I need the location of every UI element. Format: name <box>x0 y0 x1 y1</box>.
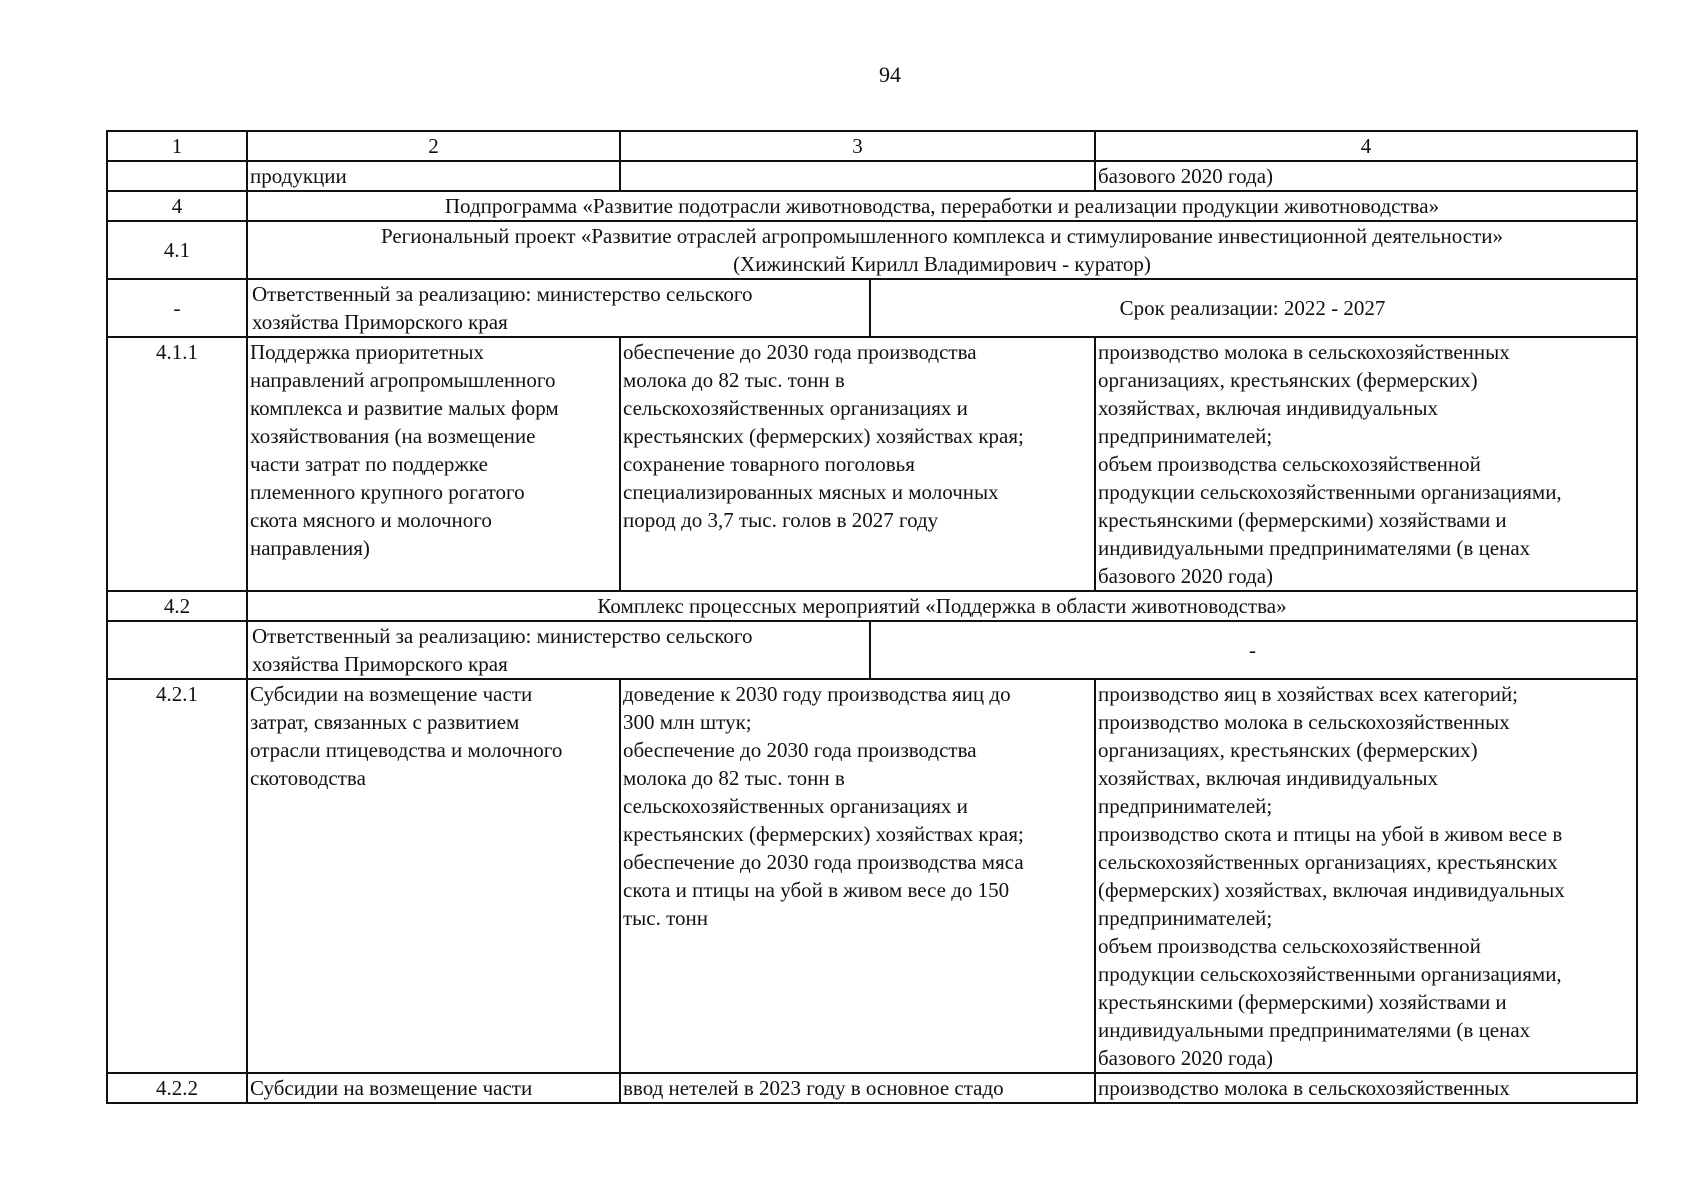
text-line: производство молока в сельскохозяйственных <box>1098 710 1510 734</box>
cell-num <box>107 621 247 679</box>
project-title <box>247 221 1637 279</box>
header-col-3: 3 <box>620 131 1095 161</box>
text-line: 300 млн штук; <box>623 710 752 734</box>
subprogram-title: Подпрограмма «Развитие подотрасли животноводства, переработки и реализации продукции животноводства» <box>247 191 1637 221</box>
table-row-complex-4-2 <box>107 591 1637 621</box>
cell-col3 <box>620 161 1095 191</box>
cell-num: 4.1 <box>107 221 247 279</box>
table-row-subprogram-4 <box>107 191 1637 221</box>
text-line: направлений агропромышленного <box>250 368 556 392</box>
text-line: племенного крупного рогатого <box>250 480 525 504</box>
text-line: скота и птицы на убой в живом весе до 150 <box>623 878 1010 902</box>
text-line: хозяйствах, включая индивидуальных <box>1098 766 1438 790</box>
cell-col3 <box>620 679 1095 1073</box>
text-line: индивидуальными предпринимателями (в ценах <box>1098 536 1531 560</box>
text-line: сельскохозяйственных организациях, крестьянских <box>1098 850 1558 874</box>
text-line: организациях, крестьянских (фермерских) <box>1098 368 1478 392</box>
text-line: продукции сельскохозяйственными организациями, <box>1098 480 1562 504</box>
cell-col2: Субсидии на возмещение части <box>247 1073 620 1103</box>
text-line: молока до 82 тыс. тонн в <box>623 766 845 790</box>
text-line: крестьянских (фермерских) хозяйствах края; <box>623 424 1024 448</box>
text-line: части затрат по поддержке <box>250 452 488 476</box>
text-line: обеспечение до 2030 года производства мяса <box>623 850 1024 874</box>
table-row-continuation <box>107 161 1637 191</box>
responsible-cell <box>247 279 1637 337</box>
cell-col3 <box>620 337 1095 591</box>
text-line: специализированных мясных и молочных <box>623 480 999 504</box>
text-line: доведение к 2030 году производства яиц до <box>623 682 1011 706</box>
cell-num: 4.2.1 <box>107 679 247 1073</box>
table-row-responsible-4-2 <box>107 621 1637 679</box>
text-line: крестьянскими (фермерскими) хозяйствами и <box>1098 508 1507 532</box>
text-line: крестьянских (фермерских) хозяйствах края; <box>623 822 1024 846</box>
text-line: объем производства сельскохозяйственной <box>1098 934 1481 958</box>
cell-col4: базового 2020 года) <box>1095 161 1637 191</box>
cell-num: - <box>107 279 247 337</box>
cell-num: 4 <box>107 191 247 221</box>
text-line: Поддержка приоритетных <box>250 340 484 364</box>
text-line: сохранение товарного поголовья <box>623 452 915 476</box>
text-line: базового 2020 года) <box>1098 564 1274 588</box>
text-line: скота мясного и молочного <box>250 508 492 532</box>
cell-num: 4.1.1 <box>107 337 247 591</box>
text-line: обеспечение до 2030 года производства <box>623 738 977 762</box>
project-title-line-1: Региональный проект «Развитие отраслей агропромышленного комплекса и стимулирование инвестиционной деятельности» <box>380 224 1504 248</box>
table-row-4-1-1 <box>107 337 1637 591</box>
text-line: сельскохозяйственных организациях и <box>623 396 968 420</box>
cell-num: 4.2.2 <box>107 1073 247 1103</box>
text-line: хозяйствах, включая индивидуальных <box>1098 396 1438 420</box>
text-line: отрасли птицеводства и молочного <box>250 738 563 762</box>
responsible-cell <box>247 621 1637 679</box>
cell-col3: ввод нетелей в 2023 году в основное стадо <box>620 1073 1095 1103</box>
text-line: базового 2020 года) <box>1098 1046 1274 1070</box>
text-line: комплекса и развитие малых форм <box>250 396 559 420</box>
text-line: предпринимателей; <box>1098 424 1273 448</box>
text-line: направления) <box>250 536 370 560</box>
text-line: объем производства сельскохозяйственной <box>1098 452 1481 476</box>
text-line: производство скота и птицы на убой в живом весе в <box>1098 822 1563 846</box>
responsible-line-2: хозяйства Приморского края <box>252 652 508 676</box>
text-line: (фермерских) хозяйствах, включая индивидуальных <box>1098 878 1565 902</box>
header-col-4: 4 <box>1095 131 1637 161</box>
text-line: тыс. тонн <box>623 906 708 930</box>
implementation-term: Срок реализации: 2022 - 2027 <box>870 280 1634 336</box>
page-number: 94 <box>879 62 901 87</box>
responsible-line-1: Ответственный за реализацию: министерство сельского <box>252 282 753 306</box>
cell-col2 <box>247 337 620 591</box>
text-line: сельскохозяйственных организациях и <box>623 794 968 818</box>
implementation-term: - <box>870 622 1634 678</box>
complex-title: Комплекс процессных мероприятий «Поддержка в области животноводства» <box>247 591 1637 621</box>
table-row-4-2-2 <box>107 1073 1637 1103</box>
text-line: крестьянскими (фермерскими) хозяйствами и <box>1098 990 1507 1014</box>
cell-col4 <box>1095 679 1637 1073</box>
text-line: производство молока в сельскохозяйственных <box>1098 340 1510 364</box>
header-col-2: 2 <box>247 131 620 161</box>
text-line: пород до 3,7 тыс. голов в 2027 году <box>623 508 939 532</box>
text-line: предпринимателей; <box>1098 794 1273 818</box>
text-line: скотоводства <box>250 766 366 790</box>
text-line: продукции сельскохозяйственными организациями, <box>1098 962 1562 986</box>
table-row-project-4-1 <box>107 221 1637 279</box>
text-line: хозяйствования (на возмещение <box>250 424 536 448</box>
project-title-line-2: (Хижинский Кирилл Владимирович - куратор) <box>733 252 1151 276</box>
text-line: обеспечение до 2030 года производства <box>623 340 977 364</box>
text-line: затрат, связанных с развитием <box>250 710 520 734</box>
cell-col2 <box>247 679 620 1073</box>
table-row-4-2-1 <box>107 679 1637 1073</box>
text-line: производство яиц в хозяйствах всех категорий; <box>1098 682 1519 706</box>
responsible-text <box>250 622 870 678</box>
program-table <box>106 130 1638 1104</box>
responsible-line-1: Ответственный за реализацию: министерство сельского <box>252 624 753 648</box>
cell-col4 <box>1095 337 1637 591</box>
text-line: организациях, крестьянских (фермерских) <box>1098 738 1478 762</box>
text-line: Субсидии на возмещение части <box>250 682 533 706</box>
text-line: индивидуальными предпринимателями (в ценах <box>1098 1018 1531 1042</box>
responsible-line-2: хозяйства Приморского края <box>252 310 508 334</box>
table-row-responsible-4-1 <box>107 279 1637 337</box>
cell-col2: продукции <box>247 161 620 191</box>
cell-num: 4.2 <box>107 591 247 621</box>
cell-num <box>107 161 247 191</box>
responsible-text <box>250 280 870 336</box>
text-line: предпринимателей; <box>1098 906 1273 930</box>
cell-col4: производство молока в сельскохозяйственных <box>1095 1073 1637 1103</box>
text-line: молока до 82 тыс. тонн в <box>623 368 845 392</box>
header-col-1: 1 <box>107 131 247 161</box>
table-header-row <box>107 131 1637 161</box>
